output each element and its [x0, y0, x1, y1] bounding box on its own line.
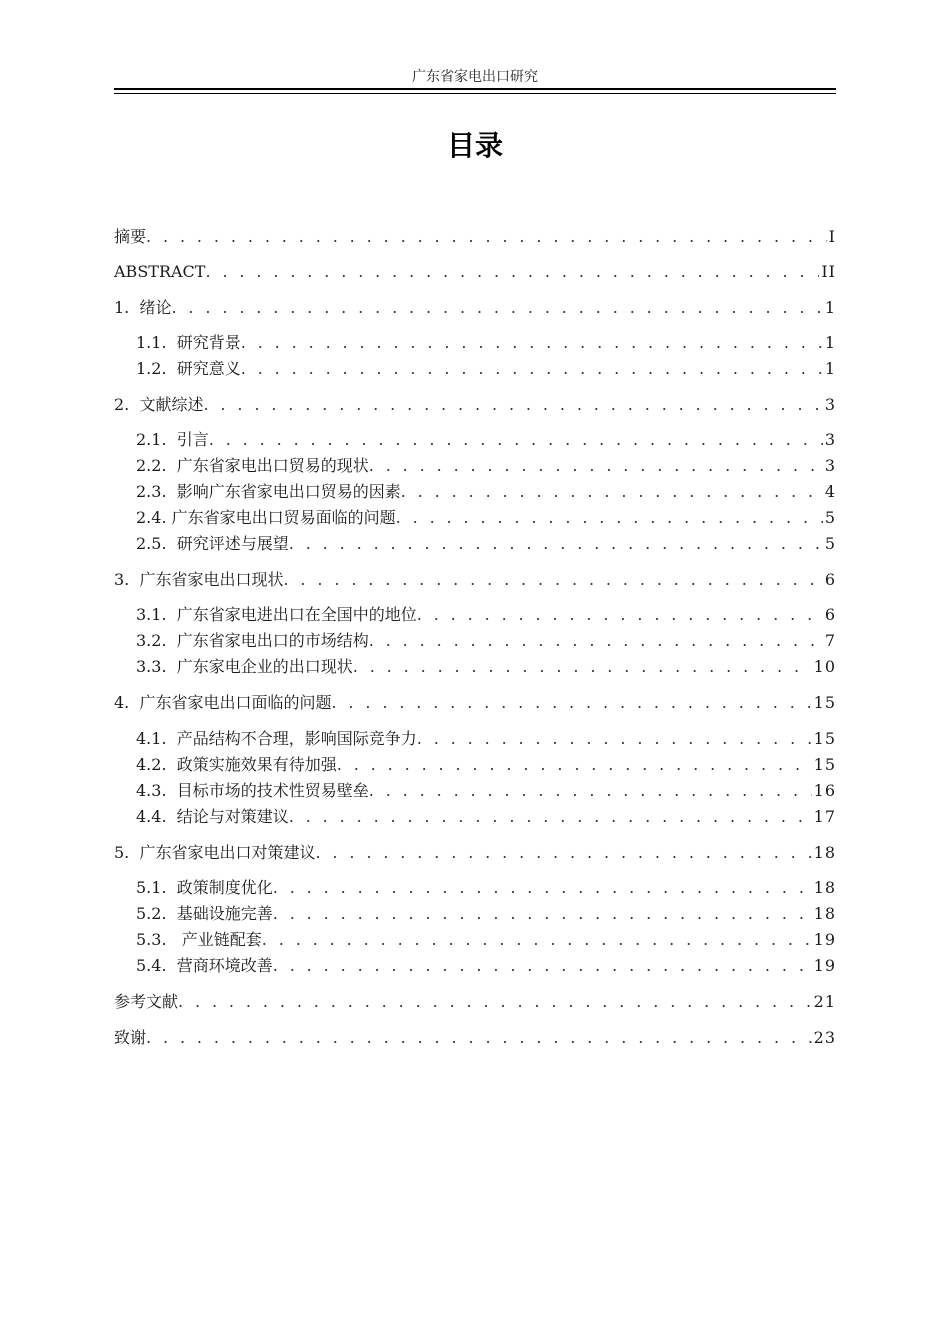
toc-entry-page: 1: [824, 298, 836, 317]
toc-entry-label: 5.4. 营商环境改善: [136, 956, 273, 975]
toc-dot-leader: [417, 604, 823, 626]
header-rule-thin: [114, 93, 836, 94]
toc-dot-leader: [337, 754, 812, 776]
toc-entry-label: ABSTRACT: [114, 262, 206, 281]
toc-entry-page: II: [821, 262, 836, 281]
toc-entry-page: 23: [813, 1028, 836, 1047]
toc-entry-page: 18: [813, 904, 836, 923]
toc-entry-label: 2.5. 研究评述与展望: [136, 534, 289, 553]
toc-entry-page: 21: [813, 992, 836, 1011]
toc-entry-chapter-5[interactable]: [114, 842, 836, 864]
toc-entry-label: 5.3. 产业链配套: [136, 930, 262, 949]
toc-entry-page: 5: [824, 534, 836, 553]
toc-dot-leader: [315, 842, 811, 864]
toc-entry-page: 3: [824, 395, 836, 414]
toc-entry-page: 4: [824, 482, 836, 501]
toc-entry-section-3-2[interactable]: [136, 630, 836, 652]
toc-dot-leader: [273, 955, 812, 977]
toc-dot-leader: [205, 261, 819, 283]
toc-entry-label: 3. 广东省家电出口现状: [114, 570, 284, 589]
header-rule-thick: [114, 88, 836, 90]
toc-dot-leader: [241, 332, 823, 354]
toc-entry-references[interactable]: [114, 991, 836, 1013]
toc-dot-leader: [262, 929, 812, 951]
toc-entry-section-2-1[interactable]: [136, 429, 836, 451]
toc-entry-label: 致谢: [114, 1028, 147, 1047]
toc-entry-chapter-3[interactable]: [114, 569, 836, 591]
toc-entry-page: I: [828, 227, 836, 246]
toc-entry-label: 1.1. 研究背景: [136, 333, 241, 352]
toc-entry-page: 19: [813, 956, 836, 975]
toc-entry-chapter-2[interactable]: [114, 394, 836, 416]
toc-dot-leader: [146, 226, 827, 248]
toc-entry-section-2-4[interactable]: [136, 507, 836, 529]
toc-entry-label: 1.2. 研究意义: [136, 359, 241, 378]
toc-entry-label: 2.3. 影响广东省家电出口贸易的因素: [136, 482, 401, 501]
toc-entry-label: 3.2. 广东省家电出口的市场结构: [136, 631, 369, 650]
toc-entry-label: 2.1. 引言: [136, 430, 209, 449]
toc-entry-page: 6: [824, 570, 836, 589]
toc-entry-section-3-1[interactable]: [136, 604, 836, 626]
toc-dot-leader: [401, 481, 823, 503]
toc-entry-page: 15: [813, 755, 836, 774]
toc-entry-section-1-2[interactable]: [136, 358, 836, 380]
toc-entry-label: 5.2. 基础设施完善: [136, 904, 273, 923]
toc-entry-section-5-1[interactable]: [136, 877, 836, 899]
toc-dot-leader: [273, 903, 812, 925]
toc-dot-leader: [417, 728, 812, 750]
toc-entry-page: 18: [813, 878, 836, 897]
toc-dot-leader: [171, 297, 822, 319]
toc-entry-section-4-3[interactable]: [136, 780, 836, 802]
toc-entry-page: 6: [824, 605, 836, 624]
toc-entry-section-1-1[interactable]: [136, 332, 836, 354]
toc-entry-label: 参考文献: [114, 992, 179, 1011]
toc-entry-label: 1. 绪论: [114, 298, 172, 317]
toc-entry-label: 4. 广东省家电出口面临的问题: [114, 693, 332, 712]
toc-dot-leader: [289, 806, 812, 828]
toc-entry-chapter-4[interactable]: [114, 692, 836, 714]
toc-entry-label: 3.1. 广东省家电进出口在全国中的地位: [136, 605, 417, 624]
toc-entry-section-5-3[interactable]: [136, 929, 836, 951]
toc-entry-page: 15: [813, 729, 836, 748]
toc-entry-page: 3: [824, 430, 836, 449]
toc-entry-page: 1: [824, 333, 836, 352]
toc-entry-section-4-1[interactable]: [136, 728, 836, 750]
toc-dot-leader: [289, 533, 823, 555]
toc-dot-leader: [331, 692, 811, 714]
toc-entry-section-3-3[interactable]: [136, 656, 836, 678]
toc-entry-page: 10: [813, 657, 836, 676]
toc-entry-label: 2. 文献综述: [114, 395, 204, 414]
toc-dot-leader: [369, 780, 812, 802]
toc-entry-section-2-3[interactable]: [136, 481, 836, 503]
toc-entry-page: 16: [813, 781, 836, 800]
toc-entry-chapter-1[interactable]: [114, 297, 836, 319]
toc-entry-page: 1: [824, 359, 836, 378]
toc-entry-page: 17: [813, 807, 836, 826]
running-header: 广东省家电出口研究: [412, 69, 538, 85]
toc-entry-section-2-2[interactable]: [136, 455, 836, 477]
toc-dot-leader: [283, 569, 822, 591]
toc-entry-section-4-4[interactable]: [136, 806, 836, 828]
toc-entry-section-4-2[interactable]: [136, 754, 836, 776]
toc-dot-leader: [178, 991, 812, 1013]
toc-entry-page: 19: [813, 930, 836, 949]
toc-entry-label: 2.4. 广东省家电出口贸易面临的问题: [136, 508, 396, 527]
toc-entry-label: 4.4. 结论与对策建议: [136, 807, 289, 826]
toc-dot-leader: [369, 455, 823, 477]
toc-dot-leader: [369, 630, 823, 652]
toc-entry-label: 2.2. 广东省家电出口贸易的现状: [136, 456, 369, 475]
toc-entry-label: 3.3. 广东家电企业的出口现状: [136, 657, 353, 676]
toc-entry-page: 5: [824, 508, 836, 527]
toc-dot-leader: [209, 429, 823, 451]
toc-entry-page: 18: [813, 843, 836, 862]
toc-entry-section-5-2[interactable]: [136, 903, 836, 925]
toc-entry-section-5-4[interactable]: [136, 955, 836, 977]
toc-entry-label: 4.1. 产品结构不合理，影响国际竞争力: [136, 729, 417, 748]
toc-dot-leader: [273, 877, 812, 899]
toc-entry-abstract-cn[interactable]: [114, 226, 836, 248]
toc-entry-page: 3: [824, 456, 836, 475]
toc-entry-abstract-en[interactable]: [114, 261, 836, 283]
toc-entry-label: 4.2. 政策实施效果有待加强: [136, 755, 337, 774]
toc-dot-leader: [241, 358, 823, 380]
toc-entry-acknowledgements[interactable]: [114, 1027, 836, 1049]
toc-dot-leader: [203, 394, 822, 416]
toc-dot-leader: [353, 656, 812, 678]
toc-entry-page: 7: [824, 631, 836, 650]
toc-entry-page: 15: [813, 693, 836, 712]
toc-entry-section-2-5[interactable]: [136, 533, 836, 555]
toc-entry-label: 4.3. 目标市场的技术性贸易壁垒: [136, 781, 369, 800]
toc-dot-leader: [396, 507, 823, 529]
toc-dot-leader: [146, 1027, 812, 1049]
toc-entry-label: 5.1. 政策制度优化: [136, 878, 273, 897]
toc-title: 目录: [446, 129, 503, 162]
toc-entry-label: 摘要: [114, 227, 147, 246]
toc-entry-label: 5. 广东省家电出口对策建议: [114, 843, 316, 862]
